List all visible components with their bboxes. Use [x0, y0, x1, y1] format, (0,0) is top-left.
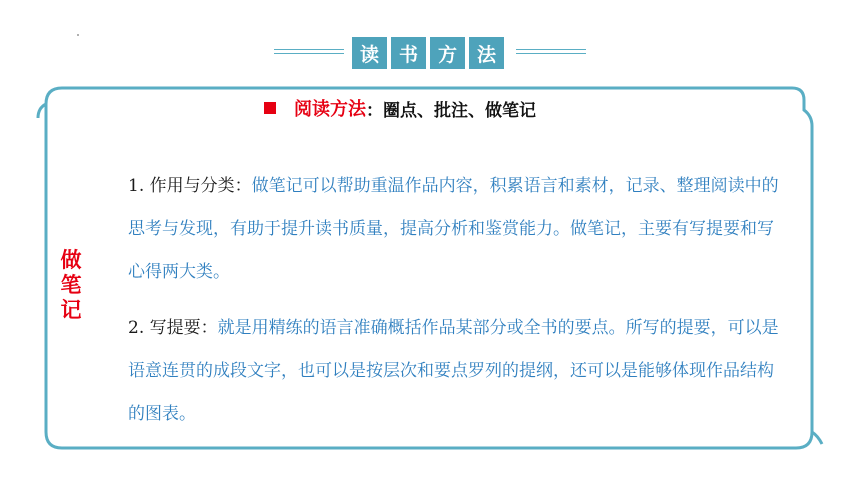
- section-title: [352, 37, 504, 69]
- point-body: 做笔记可以帮助重温作品内容，积累语言和素材，记录、整理阅读中的思考与发现，有助于提升读书质量，提高分析和鉴赏能力。做笔记，主要有写提要和写心得两大类。: [128, 176, 779, 282]
- method-label: 阅读方法: [294, 99, 366, 120]
- title-tile: 方: [430, 37, 465, 69]
- header-line-right: [516, 49, 586, 54]
- side-label-char: 记: [60, 298, 82, 322]
- side-label-char: 笔: [60, 273, 82, 297]
- title-tile: 读: [352, 37, 387, 69]
- side-label: [60, 248, 82, 323]
- point-paragraph: [128, 165, 788, 294]
- title-tile: 书: [391, 37, 426, 69]
- method-value: ：圈点、批注、做笔记: [366, 100, 536, 121]
- title-tile: 法: [469, 37, 504, 69]
- point-body: 就是用精练的语言准确概括作品某部分或全书的要点。所写的提要，可以是语意连贯的成段文字，也可以是按层次和要点罗列的提纲，还可以是能够体现作品结构的图表。: [128, 318, 779, 424]
- square-bullet-icon: [264, 102, 276, 114]
- header-line-left: [274, 49, 344, 54]
- point-paragraph: [128, 307, 788, 436]
- decorative-dot: [77, 34, 79, 36]
- method-heading: [264, 95, 536, 121]
- side-label-char: 做: [60, 248, 82, 272]
- point-lead: 1. 作用与分类：: [128, 176, 252, 196]
- point-lead: 2. 写提要：: [128, 318, 218, 338]
